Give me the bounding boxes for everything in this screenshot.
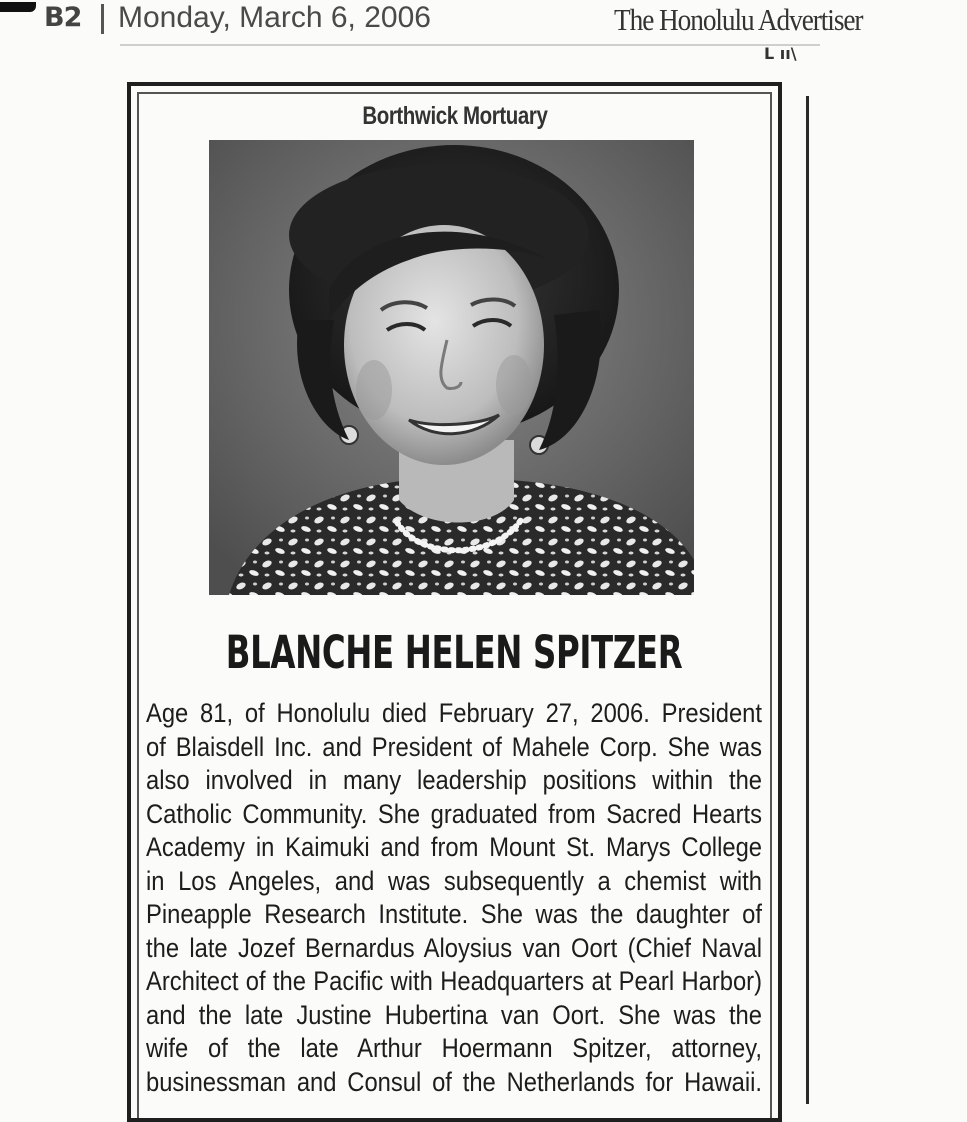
obituary-line: also involved in many leadership positions within the <box>146 765 762 795</box>
header-separator <box>101 4 104 34</box>
obituary-line: Catholic Community. She graduated from Sacred Hearts <box>146 798 762 829</box>
obituary-line: businessman and Consul of the Netherlands for Hawaii. <box>146 1066 762 1097</box>
mortuary-label: Borthwick Mortuary <box>361 102 548 130</box>
obituary-line: and the late Justine Hubertina van Oort. She was the <box>146 999 762 1030</box>
obituary-line: Architect of the Pacific with Headquarters at Pearl Harbor) <box>146 966 762 996</box>
corner-mark <box>0 2 36 12</box>
obituary-line: Academy in Kaimuki and from Mount St. Marys College <box>146 832 762 862</box>
stray-mark: L ıı\ <box>764 44 797 63</box>
header-rule <box>120 44 820 46</box>
page-number: B2 <box>44 2 82 33</box>
deceased-name <box>127 624 782 682</box>
portrait-illustration <box>209 140 694 595</box>
obituary-line: the late Jozef Bernardus Aloysius van Oort (Chief Naval <box>146 932 762 963</box>
obituary-line: Pineapple Research Institute. She was the daughter of <box>146 899 762 929</box>
deceased-name-text: BLANCHE HELEN SPITZER <box>226 626 683 679</box>
mortuary-name <box>127 100 782 132</box>
obituary-text <box>146 697 762 1099</box>
obituary-line: wife of the late Arthur Hoermann Spitzer, attorney, <box>146 1033 762 1063</box>
newspaper-name: The Honolulu Advertiser <box>614 2 863 37</box>
page-header <box>0 0 967 63</box>
obituary-line: Age 81, of Honolulu died February 27, 2006. President <box>146 698 762 728</box>
publication-date: Monday, March 6, 2006 <box>118 1 431 34</box>
column-divider <box>806 96 809 1104</box>
obituary-line: in Los Angeles, and was subsequently a chemist with <box>146 865 762 896</box>
obituary-line: of Blaisdell Inc. and President of Mahele Corp. She was <box>146 731 762 762</box>
portrait-photo <box>209 140 694 595</box>
